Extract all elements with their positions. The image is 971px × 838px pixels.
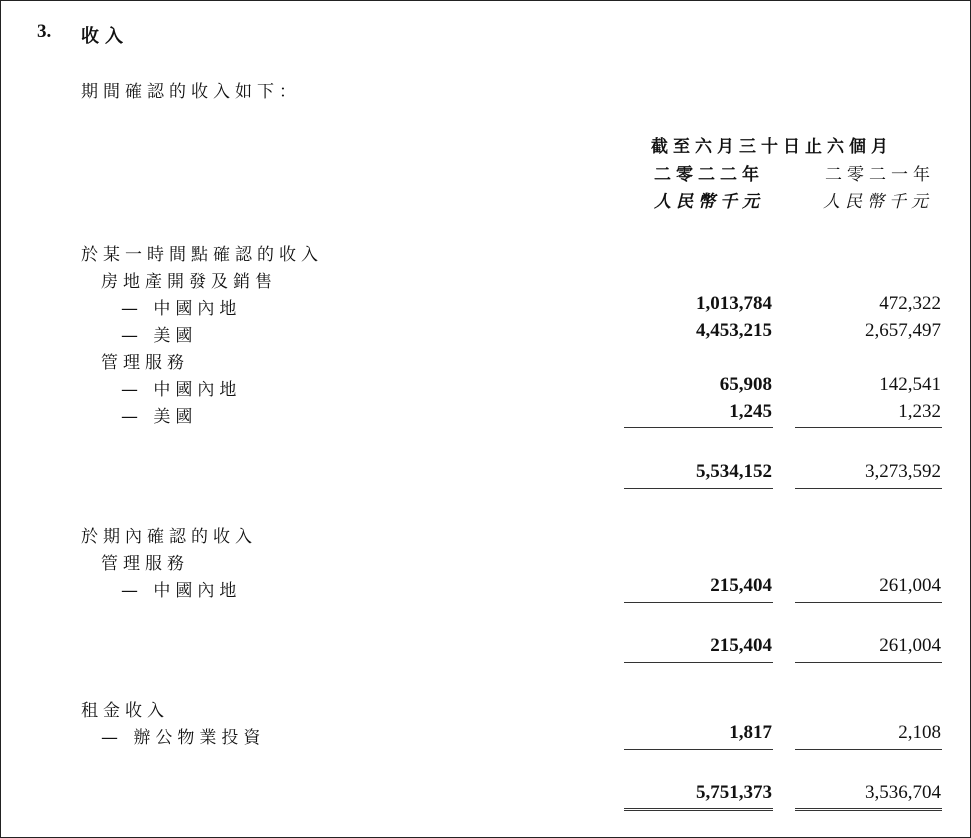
subtotal-2022: 5,534,152: [696, 461, 772, 482]
subtotal-rule: [795, 749, 942, 750]
total-double-rule: [624, 808, 773, 811]
period-header: 截至六月三十日止六個月: [651, 137, 893, 157]
subtotal-rule: [624, 427, 773, 428]
subgroup-title-property: 房地產開發及銷售: [101, 272, 277, 292]
value-2022: 1,245: [729, 401, 772, 422]
subtotal-rule: [624, 602, 773, 603]
subtotal-2021: 261,004: [879, 635, 941, 656]
total-double-rule: [795, 808, 942, 811]
value-2021: 142,541: [879, 374, 941, 395]
subtotal-rule: [624, 749, 773, 750]
value-2021: 1,232: [898, 401, 941, 422]
subtotal-rule: [795, 602, 942, 603]
subtotal-rule: [795, 427, 942, 428]
row-label: — 辦公物業投資: [101, 728, 266, 748]
total-2021: 3,536,704: [865, 782, 941, 803]
group-title-point-in-time: 於某一時間點確認的收入: [81, 245, 323, 265]
value-2021: 261,004: [879, 575, 941, 596]
subgroup-title-management: 管理服務: [101, 554, 189, 574]
col2-unit-header: 人民幣千元: [823, 192, 933, 212]
section-number: 3.: [37, 21, 52, 42]
total-2022: 5,751,373: [696, 782, 772, 803]
row-label: — 美國: [121, 326, 198, 346]
value-2022: 65,908: [719, 374, 772, 395]
value-2022: 1,013,784: [696, 293, 772, 314]
row-label: — 中國內地: [121, 299, 242, 319]
col2-year-header: 二零二一年: [825, 165, 935, 185]
value-2022: 4,453,215: [696, 320, 772, 341]
value-2022: 215,404: [710, 575, 772, 596]
value-2021: 2,108: [898, 722, 941, 743]
section-rule: [624, 488, 773, 489]
subtotal-2021: 3,273,592: [865, 461, 941, 482]
row-label: — 中國內地: [121, 380, 242, 400]
group-title-rental: 租金收入: [81, 701, 169, 721]
value-2021: 2,657,497: [865, 320, 941, 341]
intro-text: 期間確認的收入如下：: [81, 82, 301, 102]
row-label: — 中國內地: [121, 581, 242, 601]
value-2021: 472,322: [879, 293, 941, 314]
row-label: — 美國: [121, 407, 198, 427]
value-2022: 1,817: [729, 722, 772, 743]
subgroup-title-management: 管理服務: [101, 353, 189, 373]
col1-year-header: 二零二二年: [654, 165, 764, 185]
section-title: 收入: [81, 26, 129, 47]
section-rule: [795, 488, 942, 489]
section-rule: [795, 662, 942, 663]
subtotal-2022: 215,404: [710, 635, 772, 656]
col1-unit-header: 人民幣千元: [654, 192, 764, 212]
section-rule: [624, 662, 773, 663]
group-title-over-time: 於期內確認的收入: [81, 527, 257, 547]
